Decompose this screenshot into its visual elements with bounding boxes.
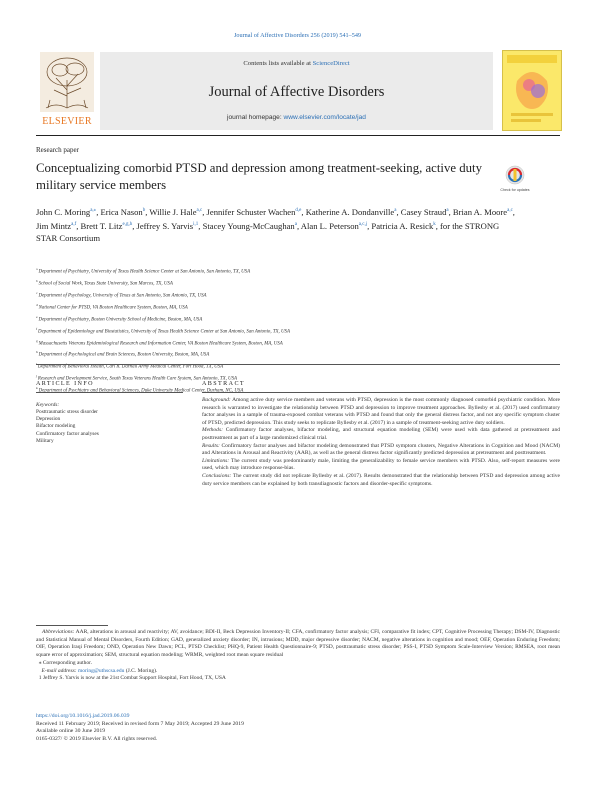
- header-rule: [36, 135, 560, 136]
- journal-citation[interactable]: Journal of Affective Disorders 256 (2019) 541–549: [233, 32, 362, 39]
- copyright: 0165-0327/ © 2019 Elsevier B.V. All rights reserved.: [36, 735, 158, 742]
- keyword-item: Military: [36, 437, 54, 444]
- crossmark-label: Check for updates: [500, 188, 530, 192]
- abstract-section: Limitations: The current study was predominantly male, limiting the generalizability to female service members with PTSD. Also, self-report measures were used, which may introduce response-bias.: [202, 457, 560, 472]
- journal-title: Journal of Affective Disorders: [208, 84, 385, 100]
- abstract-heading: ABSTRACT: [202, 381, 246, 387]
- author-affiliation-marker[interactable]: a,c,j: [358, 221, 368, 227]
- affiliation-item: $^j$ Research and Development Service, South Texas Veterans Health Care System, San Antonio, TX, USA: [36, 374, 238, 382]
- author-name[interactable]: Jeffrey S. Yarvis$^{i,1}$: [136, 220, 199, 231]
- publisher-wordmark: ELSEVIER: [42, 116, 92, 127]
- abstract-section: Conclusions: The current study did not replicate Byllesby et al. (2017). Results demonstrated that the relationship between PTSD and depression among active duty service members can be explained by both transdiagnostic factors and disorder-specific symptoms.: [202, 472, 560, 487]
- sciencedirect-link[interactable]: ScienceDirect: [312, 60, 350, 67]
- author-name[interactable]: John C. Moring$^{a,⁎}$: [36, 206, 97, 217]
- received-dates: Received 11 February 2019; Received in revised form 7 May 2019; Accepted 29 June 2019: [36, 720, 244, 727]
- author-name[interactable]: Stacey Young-McCaughan$^a$: [202, 220, 297, 231]
- journal-cover-image: [502, 50, 562, 131]
- author-affiliation-marker[interactable]: a: [446, 208, 449, 213]
- author-name[interactable]: Jennifer Schuster Wachen$^{d,e}$: [206, 206, 302, 217]
- affiliation-item: $^d$ National Center for PTSD, VA Boston Healthcare System, Boston, MA, USA: [36, 302, 188, 311]
- abstract-section: Results: Confirmatory factor analyses and bifactor modeling demonstrated that PTSD symptom clusters, Negative Alterations in Cognition and Mood (NACM) and Alterations in Arousal and Reactivity (AAR), as well as the general distress factor significantly predicted depression at pretreatment and posttreatment.: [202, 442, 560, 457]
- doi-link[interactable]: https://doi.org/10.1016/j.jad.2019.06.039: [36, 713, 130, 719]
- corresponding-author-note: ⁎ Corresponding author.: [38, 659, 93, 666]
- author-affiliation-marker[interactable]: k: [433, 221, 436, 227]
- homepage-link[interactable]: www.elsevier.com/locate/jad: [283, 114, 366, 121]
- abbreviations-footnote: [36, 629, 560, 660]
- contents-line: [100, 60, 493, 67]
- author-affiliation-marker[interactable]: d,e: [295, 208, 302, 213]
- article-info-rule: [36, 392, 183, 393]
- keyword-item: Confirmatory factor analyses: [36, 430, 99, 437]
- homepage-prefix: journal homepage:: [227, 114, 282, 121]
- email-label: E-mail address:: [41, 667, 77, 674]
- article-info-heading: ARTICLE INFO: [36, 381, 94, 387]
- author-affiliation-marker[interactable]: a: [294, 221, 297, 227]
- article-title: Conceptualizing comorbid PTSD and depression among treatment-seeking, active duty military service members: [36, 161, 483, 192]
- crossmark-icon[interactable]: [500, 165, 530, 201]
- journal-homepage: [100, 114, 493, 121]
- abstract-body: [202, 397, 560, 488]
- abstract-rule: [202, 392, 560, 393]
- abbreviations-text: AAR, alterations in arousal and reactivity; AV, avoidance; BDI-II, Beck Depression Inventory-II; CFA, confirmatory factor analysis; CFI, comparative fit index; CPT, Cognitive Processing Therapy; DSM-IV, Diagnostic and Statistical Manual of Mental Disorders, Fourth Edition; GAD, generalized anxiety disorder; IN, intrusions; MDD, major depressive disorder; NACM, negative alterations in cognition and mood; OEF, Operation Enduring Freedom; OIF, Operation Iraqi Freedom; OND, Operation New Dawn; PCL, PTSD Checklist; PHQ-9, Patient Health Questionnaire-9; PTSD, posttraumatic stress disorder; PSS-I, PTSD Symptom Scale-Interview Version; RMSEA, root mean square error of approximation; SEM, structural equation modeling; WRMR, weighted root mean square residual: [36, 629, 561, 659]
- available-online: Available online 30 June 2019: [36, 728, 106, 734]
- affiliations: [36, 265, 556, 396]
- author-affiliation-marker[interactable]: i,1: [193, 221, 199, 227]
- author-affiliation-marker[interactable]: a: [394, 208, 397, 213]
- affiliation-item: $^b$ School of Social Work, Texas State University, San Marcos, TX, USA: [36, 278, 173, 287]
- keyword-item: Posttraumatic stress disorder: [36, 409, 98, 415]
- keywords-list: [36, 409, 186, 445]
- affiliation-item: $^k$ Department of Psychiatry and Behavioral Sciences, Duke University Medical Center, Durham, NC, USA: [36, 386, 244, 394]
- author-name[interactable]: Erica Nason$^b$: [100, 206, 146, 217]
- abbreviations-label: Abbreviations:: [41, 629, 75, 635]
- keyword-item: Bifactor modeling: [36, 423, 76, 430]
- affiliation-item: $^i$ Department of Behavioral Health, Carl R. Darnall Army Medical Center, Fort Hood, TX, USA: [36, 362, 224, 370]
- article-type: Research paper: [36, 146, 79, 154]
- author-name[interactable]: Brett T. Litz$^{e,g,h}$: [80, 220, 133, 231]
- affiliation-item: $^c$ Department of Psychology, University of Texas at San Antonio, San Antonio, TX, USA: [36, 290, 207, 299]
- email-link[interactable]: moring@uthscsa.edu: [77, 667, 125, 674]
- email-suffix: (J.C. Moring).: [124, 667, 158, 674]
- footnotes: [36, 629, 560, 683]
- keywords-label: Keywords:: [36, 402, 60, 408]
- affiliation-item: $^g$ Massachusetts Veterans Epidemiological Research and Information Center, VA Boston Healthcare System, Boston, MA, USA: [36, 338, 283, 347]
- abstract-section: Background: Among active duty service members and veterans with PTSD, depression is the most commonly diagnosed comorbid psychiatric condition. More research is warranted to investigate the relationship between PTSD and depression to improve treatment approaches. Byllesby et al. (2017) used confirmatory factor analyses in a sample of trauma-exposed combat veterans with PTSD and found that only the general distress factor, and not any specific symptom cluster of PTSD, predicted depression. This study seeks to replicate Byllesby et al. (2017) in a sample of treatment-seeking active duty soldiers.: [202, 397, 560, 426]
- affiliation-item: $^e$ Department of Psychiatry, Boston University School of Medicine, Boston, MA, USA: [36, 314, 203, 323]
- author-affiliation-marker[interactable]: a,c: [507, 208, 513, 213]
- author-affiliation-marker[interactable]: b: [142, 208, 146, 213]
- affiliation-item: $^a$ Department of Psychiatry, University of Texas Health Science Center at San Antonio, San Antonio, TX, USA: [36, 267, 251, 275]
- author-name[interactable]: Willie J. Hale$^{a,c}$: [149, 206, 203, 217]
- author-name[interactable]: Patricia A. Resick$^k$: [371, 220, 436, 231]
- section-rule: [36, 364, 560, 365]
- consortium-note: for the STRONG STAR Consortium: [36, 220, 500, 244]
- author-affiliation-marker[interactable]: e,g,h: [122, 221, 133, 227]
- author-name[interactable]: Brian A. Moore$^{a,c}$: [452, 206, 513, 217]
- footnote-rule: [36, 625, 108, 626]
- author-name[interactable]: Casey Straud$^a$: [400, 206, 449, 217]
- author-affiliation-marker[interactable]: a,c: [196, 208, 203, 213]
- contents-prefix: Contents lists available at: [243, 60, 311, 67]
- author-name[interactable]: Jim Mintz$^{a,f}$: [36, 220, 77, 231]
- author-name[interactable]: Alan L. Peterson$^{a,c,j}$: [300, 220, 368, 231]
- author-note-1: 1 Jeffrey S. Yarvis is now at the 21st Combat Support Hospital, Fort Hood, TX, USA: [38, 675, 226, 682]
- publication-info: [36, 713, 436, 743]
- affiliation-item: $^f$ Department of Epidemiology and Biostatistics, University of Texas Health Science Center at San Antonio, San Antonio, TX, USA: [36, 326, 290, 335]
- affiliation-item: $^h$ Department of Psychological and Brain Sciences, Boston University, Boston, MA, USA: [36, 350, 210, 359]
- author-affiliation-marker[interactable]: a,f: [71, 221, 77, 227]
- abstract-section: Methods: Confirmatory factor analyses, bifactor modeling, and structural equation modeling (SEM) were used with data gathered at pretreatment and posttreatment as part of a large randomized clinical trial.: [202, 427, 560, 441]
- author-name[interactable]: Katherine A. Dondanville$^a$: [305, 206, 397, 217]
- keyword-item: Depression: [36, 416, 61, 423]
- author-affiliation-marker[interactable]: a,⁎: [90, 208, 97, 213]
- author-list: John C. Moring$^{a,⁎}$, Erica Nason$^b$, Willie J. Hale$^{a,c}$, Jennifer Schuster Wachen$^{d,e}$, Katherine A. Dondanville$^a$, Casey Straud$^a$, Brian A. Moore$^{a,c}$, Jim Mintz$^{a,f}$, Brett T. Litz$^{e,g,h}$, Jeffrey S. Yarvis$^{i,1}$, Stacey Young-McCaughan$^a$, Alan L. Peterson$^{a,c,j}$, Patricia A. Resick$^k$, for the STRONG STAR Consortium: [36, 206, 515, 244]
